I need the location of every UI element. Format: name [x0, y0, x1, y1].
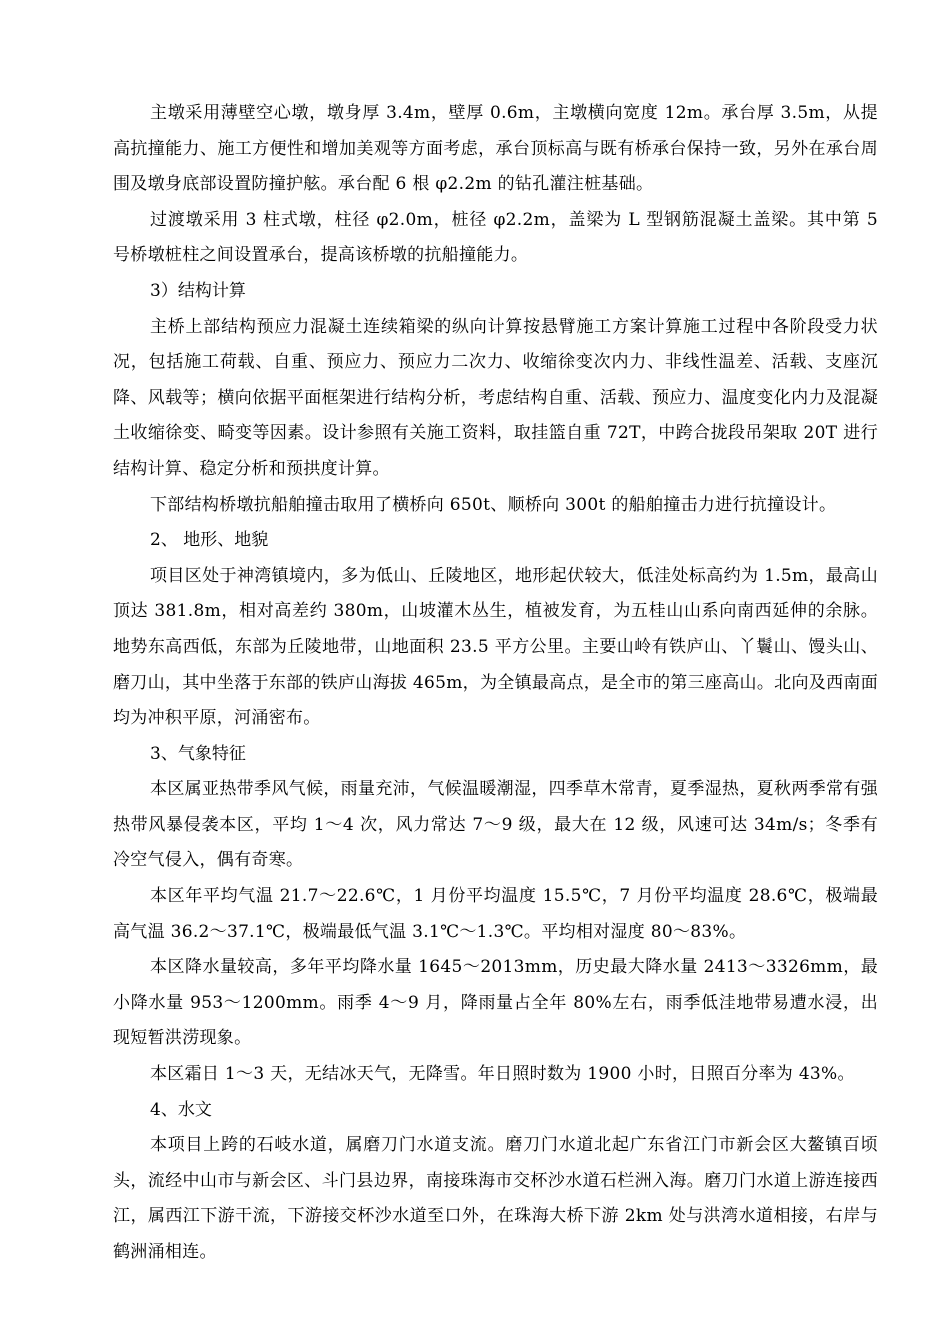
- paragraph-transition-pier: 过渡墩采用 3 柱式墩，柱径 φ2.0m，桩径 φ2.2m，盖梁为 L 型钢筋混凝土盖梁。其中第 5 号桥墩桩柱之间设置承台，提高该桥墩的抗船撞能力。: [113, 209, 878, 266]
- paragraph-ship-collision: 下部结构桥墩抗船舶撞击取用了横桥向 650t、顺桥向 300t 的船舶撞击力进行抗撞设计。: [150, 494, 837, 515]
- paragraph-superstructure-calculation: 主桥上部结构预应力混凝土连续箱梁的纵向计算按悬臂施工方案计算施工过程中各阶段受力状况，包括施工荷载、自重、预应力、预应力二次力、收缩徐变次内力、非线性温差、活载、支座沉降、风载等；横向依据平面框架进行结构分析，考虑结构自重、活载、预应力、温度变化内力及混凝土收缩徐变、畸变等因素。设计参照有关施工资料，取挂篮自重 72T，中跨合拢段吊架取 20T 进行结构计算、稳定分析和预拱度计算。: [113, 316, 878, 479]
- paragraph-precipitation: 本区降水量较高，多年平均降水量 1645～2013mm，历史最大降水量 2413～3326mm，最小降水量 953～1200mm。雨季 4～9 月，降雨量占全年 80%左右，雨季低洼地带易遭水浸，出现短暂洪涝现象。: [113, 957, 878, 1049]
- paragraph-main-pier: 主墩采用薄壁空心墩，墩身厚 3.4m，壁厚 0.6m，主墩横向宽度 12m。承台厚 3.5m，从提高抗撞能力、施工方便性和增加美观等方面考虑，承台顶标高与既有桥承台保持一致，另外在承台周围及墩身底部设置防撞护舷。承台配 6 根 φ2.2m 的钻孔灌注桩基础。: [113, 103, 878, 195]
- heading-hydrology: 4、水文: [150, 1099, 212, 1120]
- heading-structural-calculation: 3）结构计算: [150, 280, 246, 301]
- paragraph-climate-overview: 本区属亚热带季风气候，雨量充沛，气候温暖潮湿，四季草木常青，夏季湿热，夏秋两季常有强热带风暴侵袭本区，平均 1～4 次，风力常达 7～9 级，最大在 12 级，风速可达 34m/s；冬季有冷空气侵入，偶有奇寒。: [113, 779, 878, 871]
- paragraph-hydrology: 本项目上跨的石岐水道，属磨刀门水道支流。磨刀门水道北起广东省江门市新会区大鳌镇百顷头，流经中山市与新会区、斗门县边界，南接珠海市交杯沙水道石栏洲入海。磨刀门水道上游连接西江，属西江下游干流，下游接交杯沙水道至口外，在珠海大桥下游 2km 处与洪湾水道相接，右岸与鹤洲涌相连。: [113, 1135, 878, 1262]
- paragraph-frost-sunshine: 本区霜日 1～3 天，无结冰天气，无降雪。年日照时数为 1900 小时，日照百分率为 43%。: [150, 1064, 855, 1085]
- heading-climate: 3、气象特征: [150, 743, 246, 764]
- paragraph-temperature: 本区年平均气温 21.7～22.6℃，1 月份平均温度 15.5℃，7 月份平均温度 28.6℃，极端最高气温 36.2～37.1℃，极端最低气温 3.1℃～1.3℃。平均相对湿度 80～83%。: [113, 886, 878, 942]
- heading-terrain: 2、 地形、地貌: [150, 530, 269, 551]
- paragraph-terrain: 项目区处于神湾镇境内，多为低山、丘陵地区，地形起伏较大，低洼处标高约为 1.5m，最高山顶达 381.8m，相对高差约 380m，山坡灌木丛生，植被发育，为五桂山山系向南西延伸的余脉。地势东高西低，东部为丘陵地带，山地面积 23.5 平方公里。主要山岭有铁庐山、丫鬟山、馒头山、磨刀山，其中坐落于东部的铁庐山海拔 465m，为全镇最高点，是全市的第三座高山。北向及西南面均为冲积平原，河涌密布。: [113, 565, 878, 729]
